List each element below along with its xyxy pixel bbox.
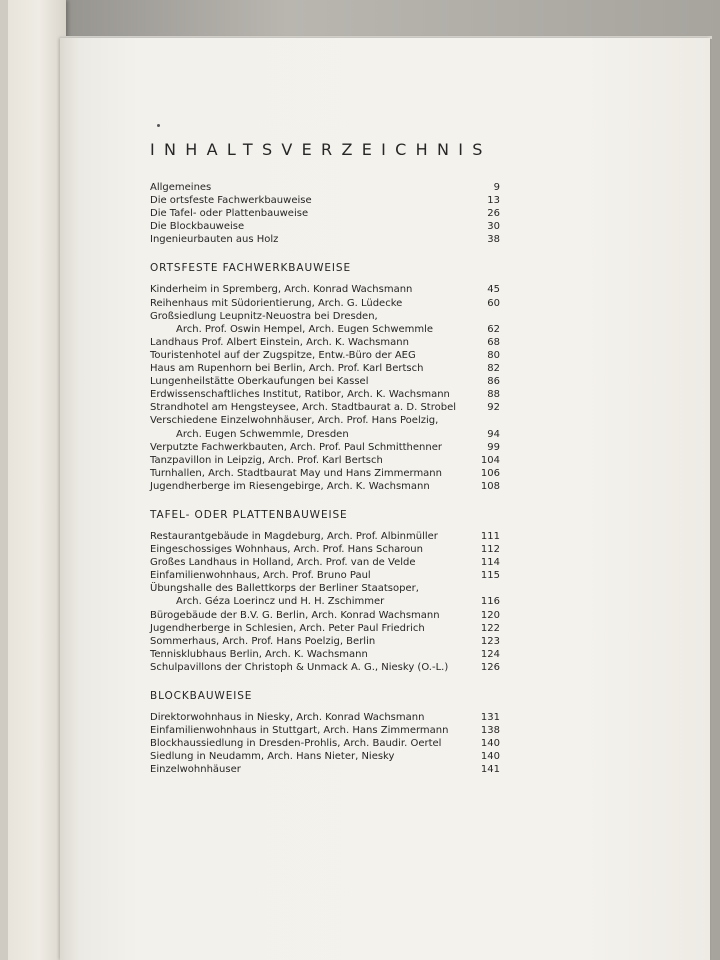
toc-entry-label: Restaurantgebäude in Magdeburg, Arch. Prof. Albinmüller <box>150 530 438 542</box>
table-of-contents <box>150 138 500 776</box>
toc-entry <box>150 556 500 569</box>
toc-section <box>150 261 500 493</box>
toc-entry <box>150 349 500 362</box>
toc-entry <box>150 283 500 296</box>
toc-entry-continuation <box>150 323 500 336</box>
toc-entry <box>150 543 500 556</box>
toc-entry-label: Übungshalle des Ballettkorps der Berliner Staatsoper, <box>150 583 419 595</box>
toc-entry-page-number: 124 <box>480 648 500 660</box>
toc-entry-page-number: 122 <box>480 622 500 634</box>
toc-entry-page-number: 62 <box>487 323 500 335</box>
toc-entry-page-number: 92 <box>487 402 500 414</box>
sections-container <box>150 261 500 776</box>
toc-entry-label: Bürogebäude der B.V. G. Berlin, Arch. Konrad Wachsmann <box>150 609 440 621</box>
toc-entry-label: Tennisklubhaus Berlin, Arch. K. Wachsmann <box>150 648 368 660</box>
toc-entry-continuation <box>150 428 500 441</box>
toc-entry-page-number: 86 <box>487 376 500 388</box>
toc-entry-label: Sommerhaus, Arch. Prof. Hans Poelzig, Berlin <box>150 635 376 647</box>
toc-entry <box>150 441 500 454</box>
toc-entry <box>150 336 500 349</box>
toc-entry <box>150 310 500 323</box>
toc-entry-label: Einzelwohnhäuser <box>150 764 241 776</box>
toc-entry <box>150 414 500 427</box>
toc-entry <box>150 375 500 388</box>
toc-section <box>150 689 500 776</box>
toc-entry <box>150 724 500 737</box>
toc-entry <box>150 388 500 401</box>
toc-entry-label: Großsiedlung Leupnitz-Neuostra bei Dresden, <box>150 310 378 322</box>
toc-entry-page-number: 82 <box>487 363 500 375</box>
toc-entry-page-number: 138 <box>480 725 500 737</box>
toc-entry <box>150 401 500 414</box>
toc-entry <box>150 362 500 375</box>
toc-entry <box>150 750 500 763</box>
toc-entry <box>150 582 500 595</box>
toc-entry-label: Strandhotel am Hengsteysee, Arch. Stadtbaurat a. D. Strobel <box>150 402 457 414</box>
toc-entry-continuation <box>150 595 500 608</box>
toc-entry <box>150 648 500 661</box>
toc-entry-page-number: 120 <box>480 609 500 621</box>
toc-entry-page-number: 115 <box>480 570 500 582</box>
toc-entry-label: Direktorwohnhaus in Niesky, Arch. Konrad Wachsmann <box>150 712 425 723</box>
toc-entry <box>150 569 500 582</box>
toc-entry-label: Kinderheim in Spremberg, Arch. Konrad Wachsmann <box>150 284 413 296</box>
toc-entry-page-number: 80 <box>487 349 500 361</box>
toc-entry-label: Lungenheilstätte Oberkaufungen bei Kassel <box>150 376 369 388</box>
toc-entry <box>150 194 500 207</box>
toc-entry <box>150 454 500 467</box>
toc-entry-label: Haus am Rupenhorn bei Berlin, Arch. Prof. Karl Bertsch <box>150 363 424 375</box>
toc-entry-label: Jugendherberge in Schlesien, Arch. Peter Paul Friedrich <box>150 622 425 634</box>
toc-entry <box>150 467 500 480</box>
toc-entry-continuation-label: Arch. Prof. Oswin Hempel, Arch. Eugen Schwemmle <box>176 323 434 335</box>
toc-entry-label: Landhaus Prof. Albert Einstein, Arch. K. Wachsmann <box>150 336 409 348</box>
toc-entry-page-number: 13 <box>487 195 500 207</box>
toc-entry-page-number: 26 <box>487 208 500 220</box>
toc-entry <box>150 220 500 233</box>
toc-entry <box>150 635 500 648</box>
toc-entry <box>150 763 500 776</box>
book-spine <box>0 0 8 960</box>
toc-entry-page-number: 106 <box>480 467 500 479</box>
toc-entry-label: Jugendherberge im Riesengebirge, Arch. K. Wachsmann <box>150 480 430 492</box>
toc-entry <box>150 181 500 194</box>
toc-entry <box>150 480 500 493</box>
toc-entry-page-number: 123 <box>480 635 500 647</box>
toc-entry <box>150 233 500 246</box>
toc-entry-page-number: 30 <box>487 221 500 233</box>
toc-entry-page-number: 131 <box>480 712 500 723</box>
section-heading: ORTSFESTE FACHWERKBAUWEISE <box>150 262 351 275</box>
toc-entry-page-number: 140 <box>480 751 500 763</box>
toc-entry-page-number: 114 <box>480 557 500 569</box>
toc-entry-page-number: 60 <box>487 297 500 309</box>
toc-entry <box>150 609 500 622</box>
toc-entry-page-number: 45 <box>487 284 500 296</box>
toc-entry-continuation-label: Arch. Géza Loerincz und H. H. Zschimmer <box>176 596 385 608</box>
toc-entry-label: Verputzte Fachwerkbauten, Arch. Prof. Paul Schmitthenner <box>150 441 442 453</box>
toc-entry-label: Schulpavillons der Christoph & Unmack A. G., Niesky (O.-L.) <box>150 661 449 673</box>
toc-entry-label: Siedlung in Neudamm, Arch. Hans Nieter, Niesky <box>150 751 395 763</box>
toc-entry-page-number: 141 <box>480 764 500 776</box>
toc-entry-label: Turnhallen, Arch. Stadtbaurat May und Hans Zimmermann <box>150 467 442 479</box>
toc-entry-page-number: 104 <box>480 454 500 466</box>
toc-entry-page-number: 126 <box>480 661 500 673</box>
page-speck <box>157 124 160 127</box>
book-cover <box>0 0 66 960</box>
toc-entry-page-number: 9 <box>493 182 500 193</box>
toc-entry-label: Die ortsfeste Fachwerkbauweise <box>150 195 312 207</box>
toc-entry <box>150 207 500 220</box>
toc-entry-page-number: 38 <box>487 234 500 246</box>
toc-entry-page-number: 108 <box>480 480 500 492</box>
toc-entry <box>150 297 500 310</box>
toc-entry-page-number: 140 <box>480 738 500 750</box>
general-section <box>150 181 500 246</box>
toc-entry <box>150 530 500 543</box>
toc-entry-label: Allgemeines <box>150 182 212 193</box>
toc-entry-label: Tanzpavillon in Leipzig, Arch. Prof. Karl Bertsch <box>150 454 383 466</box>
toc-entry-label: Ingenieurbauten aus Holz <box>150 234 279 246</box>
toc-entry-page-number: 88 <box>487 389 500 401</box>
toc-entry-label: Blockhaussiedlung in Dresden-Prohlis, Arch. Baudir. Oertel <box>150 738 442 750</box>
toc-entry-page-number: 94 <box>487 428 500 440</box>
toc-entry-page-number: 99 <box>487 441 500 453</box>
toc-entry-continuation-label: Arch. Eugen Schwemmle, Dresden <box>176 428 349 440</box>
toc-entry-label: Einfamilienwohnhaus, Arch. Prof. Bruno Paul <box>150 570 371 582</box>
toc-entry-label: Die Tafel- oder Plattenbauweise <box>150 208 309 220</box>
toc-entry-page-number: 111 <box>480 530 500 542</box>
toc-entry-label: Touristenhotel auf der Zugspitze, Entw.-Büro der AEG <box>150 349 416 361</box>
toc-entry-label: Erdwissenschaftliches Institut, Ratibor, Arch. K. Wachsmann <box>150 389 450 401</box>
toc-entry-page-number: 112 <box>480 544 500 556</box>
toc-entry-label: Die Blockbauweise <box>150 221 245 233</box>
toc-section <box>150 508 500 674</box>
toc-entry-label: Verschiedene Einzelwohnhäuser, Arch. Prof. Hans Poelzig, <box>150 415 439 427</box>
toc-entry-label: Eingeschossiges Wohnhaus, Arch. Prof. Hans Scharoun <box>150 544 423 556</box>
toc-entry <box>150 661 500 674</box>
toc-entry <box>150 711 500 724</box>
toc-entry-label: Einfamilienwohnhaus in Stuttgart, Arch. Hans Zimmermann <box>150 725 449 737</box>
section-heading: BLOCKBAUWEISE <box>150 690 253 702</box>
toc-entry-label: Reihenhaus mit Südorientierung, Arch. G. Lüdecke <box>150 297 403 309</box>
toc-entry <box>150 622 500 635</box>
toc-entry-page-number: 116 <box>480 596 500 608</box>
section-heading: TAFEL- ODER PLATTENBAUWEISE <box>150 508 348 521</box>
toc-entry-page-number: 68 <box>487 336 500 348</box>
page-title: INHALTSVERZEICHNIS <box>150 140 492 159</box>
toc-entry-label: Großes Landhaus in Holland, Arch. Prof. van de Velde <box>150 557 416 569</box>
toc-entry <box>150 737 500 750</box>
